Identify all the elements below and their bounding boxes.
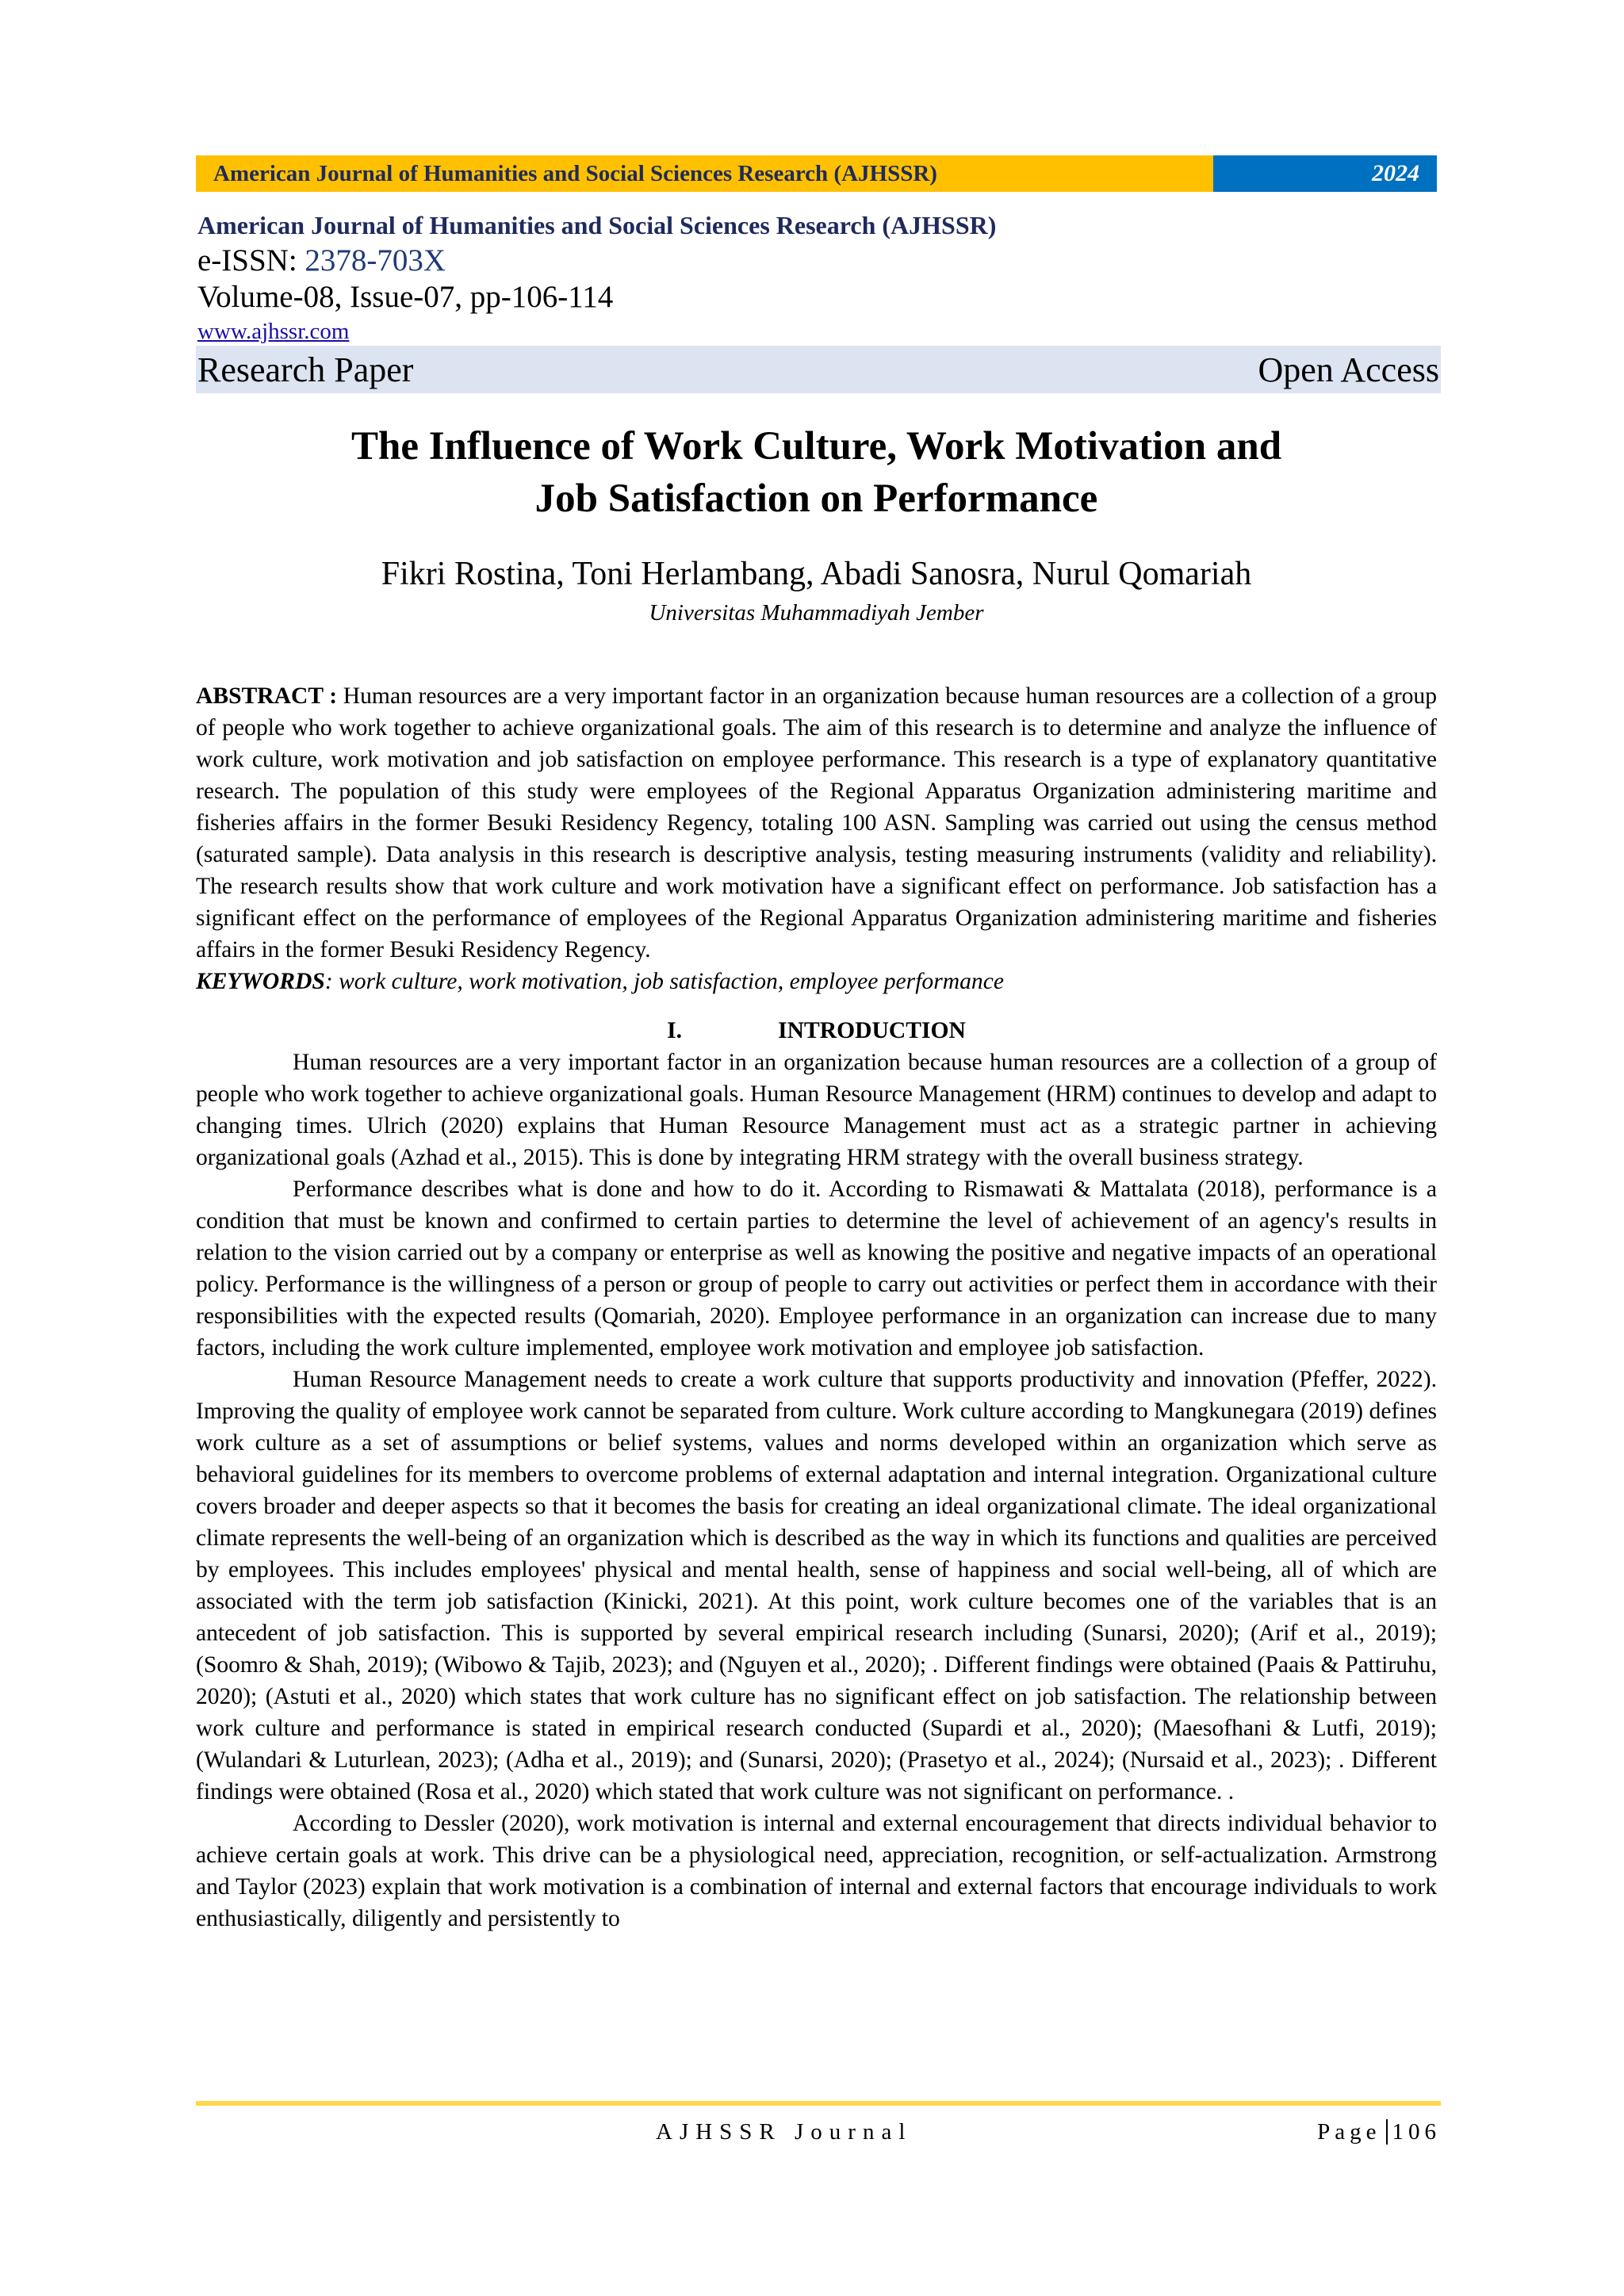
issn [197,243,446,278]
paper-title: The Influence of Work Culture, Work Motivation and Job Satisfaction on Performance [350,424,1282,521]
section-title: INTRODUCTION [778,1018,966,1043]
affiliation: Universitas Muhammadiyah Jember [649,600,984,626]
abstract [196,680,1437,966]
footer-journal: AJHSSR Journal [656,2119,913,2145]
footer-divider [196,2101,1441,2106]
paper-type: Research Paper [197,350,414,389]
access-type: Open Access [1258,350,1439,389]
journal-name: American Journal of Humanities and Social Sciences Research (AJHSSR) [197,211,997,239]
page-label: Page [1317,2119,1381,2145]
section-heading-introduction [196,1015,1437,1047]
paragraph: Performance describes what is done and how to do it. According to Rismawati & Mattalata (2018), performance is a condition that must be known and confirmed to certain parties to determine the level of achievement of an agency's results in relation to the vision carried out by a company or enterprise as well as knowing the positive and negative impacts of an operational policy. Performance is the willingness of a person or group of people to carry out activities or perfect them in accordance with their responsibilities with the expected results (Qomariah, 2020). Employee performance in an organization can increase due to many factors, including the work culture implemented, employee work motivation and employee job satisfaction. [196,1177,1437,1360]
keywords-label: KEYWORDS [196,969,325,994]
authors: Fikri Rostina, Toni Herlambang, Abadi Sanosra, Nurul Qomariah [381,556,1252,592]
paragraph: Human Resource Management needs to create a work culture that supports productivity and innovation (Pfeffer, 2022). Improving the quality of employee work cannot be separated from culture. Work culture according to Mangkunegara (2019) defines work culture as a set of assumptions or belief systems, values and norms developed within an organization which serve as behavioral guidelines for its members to overcome problems of external adaptation and internal integration. Organizational culture covers broader and deeper aspects so that it becomes the basis for creating an ideal organizational climate. The ideal organizational climate represents the well-being of an organization which is described as the way in which its functions and qualities are perceived by employees. This includes employees' physical and mental health, sense of happiness and social well-being, all of which are associated with the term job satisfaction (Kinicki, 2021). At this point, work culture becomes one of the variables that is an antecedent of job satisfaction. This is supported by several empirical research including (Sunarsi, 2020); (Arif et al., 2019); (Soomro & Shah, 2019); (Wibowo & Tajib, 2023); and (Nguyen et al., 2020); . Different findings were obtained (Paais & Pattiruhu, 2020); (Astuti et al., 2020) which states that work culture has no significant effect on job satisfaction. The relationship between work culture and performance is stated in empirical research conducted (Supardi et al., 2020); (Maesofhani & Lutfi, 2019); (Wulandari & Luturlean, 2023); (Adha et al., 2019); and (Sunarsi, 2020); (Prasetyo et al., 2024); (Nursaid et al., 2023); . Different findings were obtained (Rosa et al., 2020) which stated that work culture was not significant on performance. . [196,1367,1437,1804]
abstract-label: ABSTRACT : [196,683,343,709]
journal-banner [196,155,1437,192]
page-separator [1386,2119,1388,2145]
issn-value: 2378-703X [304,243,446,277]
banner-year: 2024 [1213,155,1437,192]
footer-page [1317,2119,1441,2145]
section-number: I. [667,1018,683,1043]
abstract-text: Human resources are a very important factor in an organization because human resources are a collection of a group of people who work together to achieve organizational goals. The aim of this research is to determine and analyze the influence of work culture, work motivation and job satisfaction on employee performance. This research is a type of explanatory quantitative research. The population of this study were employees of the Regional Apparatus Organization administering maritime and fisheries affairs in the former Besuki Residency Regency, totaling 100 ASN. Sampling was carried out using the census method (saturated sample). Data analysis in this research is descriptive analysis, testing measuring instruments (validity and reliability). The research results show that work culture and work motivation have a significant effect on performance. Job satisfaction has a significant effect on the performance of employees of the Regional Apparatus Organization administering maritime and fisheries affairs in the former Besuki Residency Regency. [196,683,1438,962]
keywords-text: : work culture, work motivation, job satisfaction, employee performance [324,969,1004,994]
paragraph: Human resources are a very important factor in an organization because human resources are a collection of a group of people who work together to achieve organizational goals. Human Resource Management (HRM) continues to develop and adapt to changing times. Ulrich (2020) explains that Human Resource Management must act as a strategic partner in achieving organizational goals (Azhad et al., 2015). This is done by integrating HRM strategy with the overall business strategy. [196,1050,1437,1170]
paper-type-bar [196,346,1441,393]
issn-label: e-ISSN: [197,243,305,277]
banner-journal-title: American Journal of Humanities and Social Sciences Research (AJHSSR) [196,155,1213,192]
page-number: 106 [1392,2119,1441,2145]
journal-url-link[interactable]: www.ajhssr.com [197,319,350,344]
paragraph: According to Dessler (2020), work motivation is internal and external encouragement that directs individual behavior to achieve certain goals at work. This drive can be a physiological need, appreciation, recognition, or self-actualization. Armstrong and Taylor (2023) explain that work motivation is a combination of internal and external factors that encourage individuals to work enthusiastically, diligently and persistently to [196,1811,1437,1931]
volume-info: Volume-08, Issue-07, pp-106-114 [197,280,614,314]
paper-body [196,680,1437,1934]
keywords [196,966,1437,997]
